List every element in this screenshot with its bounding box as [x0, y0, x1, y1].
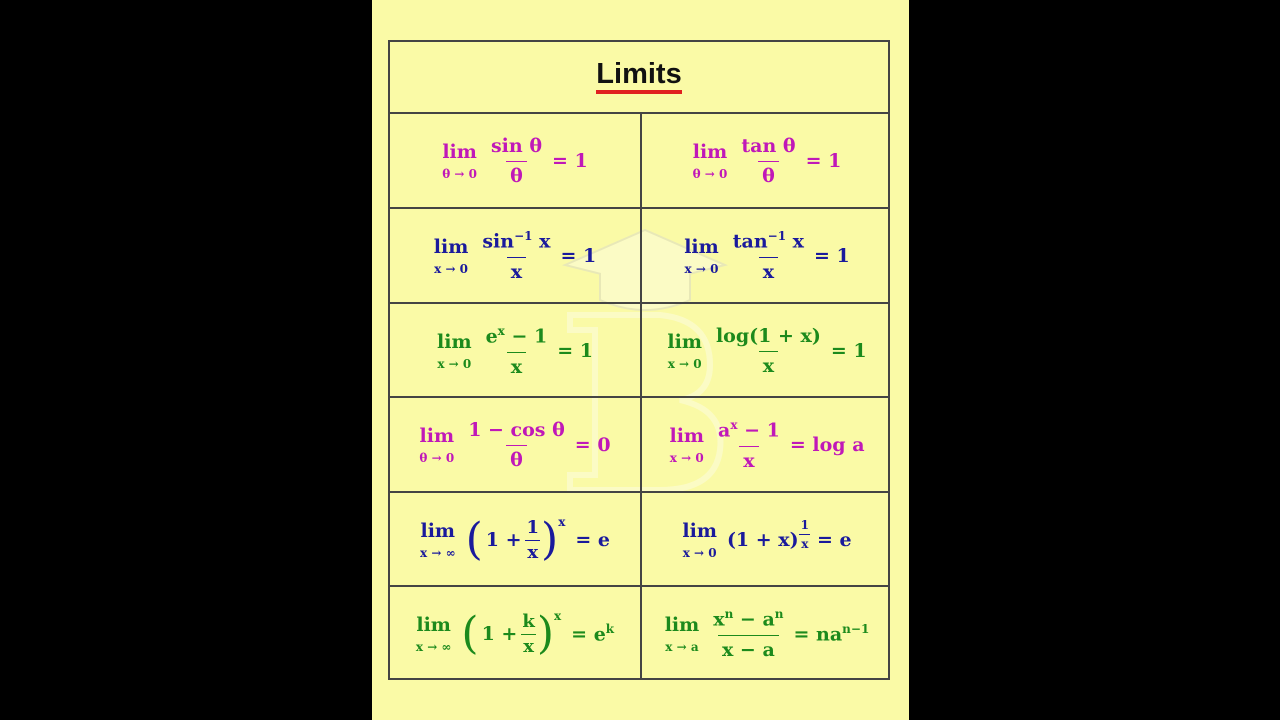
- lim-word: lim: [664, 613, 700, 636]
- one-plus: 1 +: [481, 623, 518, 645]
- formula-cell: [642, 493, 892, 587]
- limit-subscript: x → 0: [437, 356, 472, 371]
- result: = e: [575, 529, 610, 551]
- lim-word: lim: [684, 235, 719, 258]
- limit-operator: [419, 424, 455, 465]
- page-title: [390, 58, 888, 91]
- numerator: [729, 230, 808, 256]
- numerator: 1: [526, 516, 540, 538]
- formula-arcsin-over-x: [390, 209, 640, 303]
- limit-operator: [437, 330, 472, 371]
- lim-word: lim: [420, 519, 456, 542]
- function-name: sin: [482, 230, 515, 253]
- exponent: x: [554, 609, 562, 623]
- limit-subscript: x → 0: [684, 261, 719, 276]
- title-row: [390, 42, 888, 114]
- formula-cell: [390, 114, 640, 208]
- result-superscript: k: [605, 622, 615, 637]
- formula-one-minus-cos-over-theta: [390, 398, 640, 492]
- argument: x: [786, 230, 805, 253]
- lim-word: lim: [416, 613, 451, 636]
- result: = 1: [560, 245, 597, 267]
- limit-subscript: x → ∞: [415, 639, 452, 654]
- denominator: x: [507, 352, 526, 377]
- numerator: tan θ: [741, 134, 796, 157]
- result: = 0: [574, 434, 611, 456]
- limit-operator: [433, 235, 469, 276]
- limit-subscript: θ → 0: [442, 166, 477, 181]
- result: = 1: [805, 150, 842, 172]
- formula-cell: [390, 304, 640, 398]
- limit-operator: [667, 330, 702, 371]
- numerator: [714, 419, 784, 445]
- lim-word: lim: [682, 519, 717, 542]
- formula-cell: [390, 587, 640, 681]
- left-parenthesis: (: [461, 608, 479, 659]
- exponent: x: [558, 515, 566, 529]
- formula-one-plus-k-over-x-power-x: [390, 587, 640, 681]
- one-plus: 1 +: [485, 529, 522, 551]
- formula-sin-over-theta: [390, 114, 640, 208]
- result: = 1: [557, 340, 593, 362]
- numerator: [478, 230, 554, 256]
- result-base: = e: [571, 623, 606, 646]
- denominator: x: [527, 541, 539, 563]
- formula-a-power-x-minus-one-over-x: [642, 398, 892, 492]
- lim-word: lim: [667, 330, 702, 353]
- superscript: n: [724, 607, 734, 622]
- superscript: n: [774, 607, 784, 622]
- denominator: x: [739, 446, 758, 471]
- limit-operator: [684, 235, 719, 276]
- numerator: k: [522, 610, 535, 632]
- lim-word: lim: [692, 140, 728, 163]
- base: (1 + x): [726, 529, 799, 551]
- fraction: [737, 134, 799, 187]
- argument: x: [532, 230, 551, 253]
- denominator: θ: [758, 161, 779, 186]
- formula-one-plus-one-over-x-power-x: [390, 493, 640, 587]
- limit-operator: [415, 613, 452, 654]
- formula-cell: [390, 209, 640, 303]
- lim-word: lim: [437, 330, 472, 353]
- result: = 1: [552, 150, 588, 172]
- result: = 1: [830, 340, 867, 362]
- term-x: x: [713, 608, 725, 631]
- base: e: [485, 325, 498, 348]
- base: a: [718, 419, 731, 442]
- limit-subscript: x → 0: [682, 545, 717, 560]
- superscript: x: [497, 324, 505, 339]
- term-a: − a: [733, 608, 775, 631]
- result: = e: [816, 529, 852, 551]
- result: [571, 622, 614, 645]
- fraction: [487, 134, 546, 187]
- denominator: x: [507, 257, 526, 282]
- result: = log a: [789, 434, 865, 456]
- formula-cell: [642, 209, 892, 303]
- limit-subscript: x → 0: [434, 261, 469, 276]
- lim-word: lim: [419, 424, 455, 447]
- limit-operator: [692, 140, 728, 181]
- limit-operator: [420, 519, 456, 560]
- exponent-fraction: [799, 519, 811, 550]
- denominator: θ: [506, 445, 527, 470]
- fraction: [482, 325, 552, 376]
- numerator: [482, 325, 552, 351]
- denominator: x: [799, 534, 810, 550]
- lim-word: lim: [442, 140, 477, 163]
- left-parenthesis: (: [465, 514, 483, 565]
- formula-one-plus-x-power-one-over-x: [642, 493, 892, 587]
- formula-xn-minus-an-over-x-minus-a: [642, 587, 892, 681]
- fraction: [709, 608, 787, 659]
- limit-operator: [442, 140, 477, 181]
- formula-cell: [642, 587, 892, 681]
- numerator: 1: [800, 518, 809, 532]
- result-superscript: n−1: [842, 622, 870, 637]
- limit-operator: [682, 519, 717, 560]
- limit-operator: [664, 613, 700, 654]
- result: [794, 622, 870, 645]
- numerator: sin θ: [490, 134, 543, 157]
- numerator: [709, 608, 787, 634]
- formula-tan-over-theta: [642, 114, 892, 208]
- formula-cell: [390, 493, 640, 587]
- formula-exp-minus-one-over-x: [390, 304, 640, 398]
- limit-subscript: x → ∞: [420, 545, 456, 560]
- fraction: [464, 418, 569, 471]
- formula-cell: [390, 398, 640, 492]
- fraction: [729, 230, 808, 281]
- right-parenthesis: ): [536, 608, 555, 659]
- limit-operator: [669, 424, 705, 465]
- fraction: [525, 516, 542, 563]
- denominator: x: [759, 257, 778, 282]
- lim-word: lim: [433, 235, 469, 258]
- result-base: = na: [793, 623, 843, 646]
- numerator-tail: − 1: [504, 325, 548, 348]
- numerator-tail: − 1: [737, 419, 780, 442]
- numerator: 1 − cos θ: [468, 418, 565, 441]
- denominator: θ: [506, 161, 527, 186]
- formula-log-one-plus-x-over-x: [642, 304, 892, 398]
- fraction: [520, 610, 536, 657]
- formula-cell: [642, 114, 892, 208]
- function-name: tan: [732, 230, 768, 253]
- limit-subscript: θ → 0: [419, 450, 455, 465]
- numerator: log(1 + x): [715, 324, 821, 347]
- limit-subscript: x → 0: [669, 450, 704, 465]
- formula-cell: [642, 304, 892, 398]
- limits-table: [388, 40, 890, 680]
- title-text: Limits: [596, 58, 681, 94]
- superscript: −1: [514, 229, 533, 244]
- limit-subscript: θ → 0: [692, 166, 728, 181]
- limit-subscript: x → 0: [667, 356, 702, 371]
- fraction: [478, 230, 554, 281]
- superscript: −1: [767, 229, 787, 244]
- superscript: x: [730, 418, 738, 433]
- formula-arctan-over-x: [642, 209, 892, 303]
- fraction: [712, 324, 825, 377]
- result: = 1: [814, 245, 850, 267]
- limit-subscript: x → a: [665, 639, 699, 654]
- denominator: x: [759, 351, 778, 376]
- denominator: x − a: [718, 635, 779, 660]
- formula-cell: [642, 398, 892, 492]
- fraction: [714, 419, 784, 470]
- lim-word: lim: [669, 424, 705, 447]
- right-parenthesis: ): [541, 514, 559, 565]
- denominator: x: [523, 635, 534, 657]
